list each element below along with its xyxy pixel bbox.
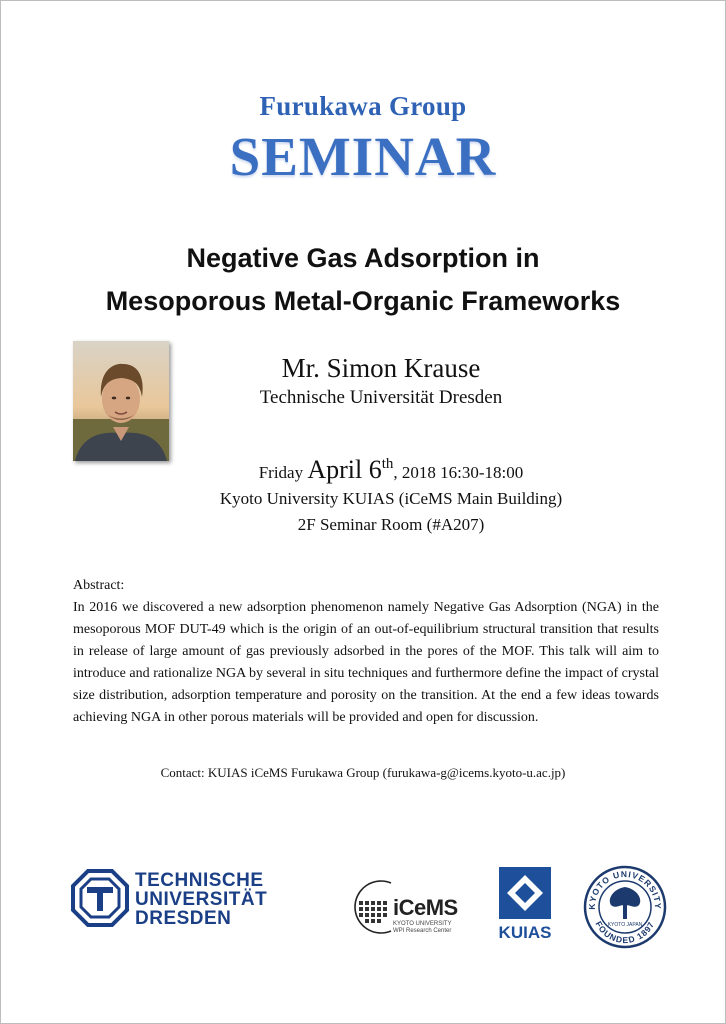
seminar-heading: SEMINAR <box>229 126 497 187</box>
kyoto-seal-top-text: KYOTO UNIVERSITY <box>586 868 664 910</box>
talk-title-line2: Mesoporous Metal-Organic Frameworks <box>105 286 621 316</box>
speaker-photo <box>73 341 169 461</box>
tu-dresden-wordmark <box>135 871 267 928</box>
kuias-logo <box>495 867 555 947</box>
tud-line3: DRESDEN <box>135 908 232 929</box>
event-room: 2F Seminar Room (#A207) <box>297 515 485 534</box>
speaker-name: Mr. Simon Krause <box>281 353 481 383</box>
icems-subtitle-2: WPI Research Center <box>393 928 452 934</box>
abstract-label: Abstract: <box>73 578 125 593</box>
kyoto-seal-icon <box>583 865 667 949</box>
icems-logo <box>351 875 461 939</box>
talk-title-line1: Negative Gas Adsorption in <box>186 243 540 273</box>
group-name: Furukawa Group <box>259 91 467 121</box>
tu-dresden-emblem-icon <box>71 869 129 927</box>
kyoto-seal-center-text: KYOTO JAPAN <box>607 922 643 928</box>
icems-emblem-icon <box>351 875 399 939</box>
event-month-day: April 6 <box>307 455 382 484</box>
tud-line2: UNIVERSITÄT <box>135 889 268 910</box>
kuias-wordmark: KUIAS <box>498 923 552 942</box>
event-details <box>1 457 726 538</box>
contact-line: Contact: KUIAS iCeMS Furukawa Group (furukawa-g@icems.kyoto-u.ac.jp) <box>160 765 566 780</box>
kuias-emblem-icon <box>495 867 555 923</box>
talk-title <box>1 237 725 323</box>
kyoto-university-seal <box>583 865 667 954</box>
kyoto-seal-bottom-text: FOUNDED 1897 <box>593 919 657 946</box>
speaker-affiliation: Technische Universität Dresden <box>259 387 503 408</box>
tud-line1: TECHNISCHE <box>135 870 264 891</box>
abstract-body: In 2016 we discovered a new adsorption phenomenon namely Negative Gas Adsorption (NGA) in the mesoporous MOF DUT-49 which is the origin of an out-of-equilibrium structural transition that results in release of large amount of gas previously adsorbed in the pores of the MOF. This talk will aim to introduce and rationalize NGA by several in situ techniques and furthermore define the impact of crystal size distribution, adsorption temperature and porosity on the transition. At the end a few ideas towards achieving NGA in other porous materials will be provided and open for discussion. <box>73 600 659 725</box>
icems-wordmark: iCeMS <box>393 895 458 920</box>
event-day-suffix: th <box>381 456 394 472</box>
event-date <box>1 457 726 486</box>
event-year-time: , 2018 16:30-18:00 <box>393 463 524 482</box>
tu-dresden-logo <box>71 869 268 932</box>
event-weekday: Friday <box>258 463 304 482</box>
event-venue: Kyoto University KUIAS (iCeMS Main Building) <box>219 489 563 508</box>
icems-subtitle-1: KYOTO UNIVERSITY <box>393 921 452 927</box>
